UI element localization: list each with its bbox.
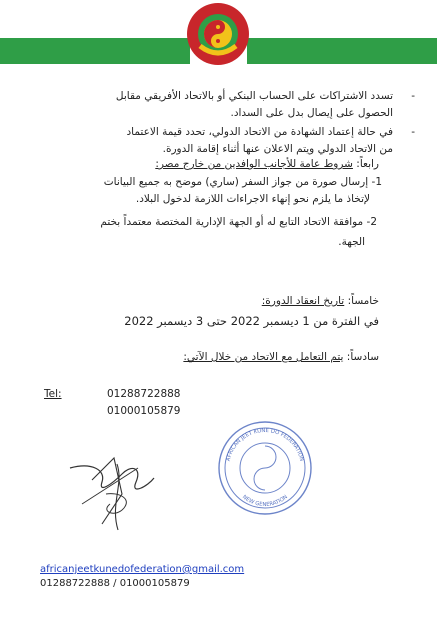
section6-title: يتم التعامل مع الاتحاد من خلال الآتي: [183,351,344,363]
federation-logo [186,2,250,66]
item-line: 2- موافقة الاتحاد التابع له أو الجهة الإدارية المختصة معتمداً بختم [100,216,377,228]
section5-title: تاريخ انعقاد الدورة: [261,295,345,307]
item-line: الجهة. [338,236,365,248]
bullet-line: في حالة إعتماد الشهادة من الاتحاد الدولي، تحدد قيمة الاعتماد [126,126,393,138]
phone-2[interactable]: 01000105879 [107,405,181,417]
bullet-line: الحصول على إيصال بدل على السداد. [230,107,393,119]
svg-text:NEW GENERATION [241,494,289,508]
section6-prefix: سادساً: [346,351,379,363]
header-band-left [0,38,190,64]
federation-stamp [215,418,315,518]
header-band-right [247,38,437,64]
phone-1[interactable]: 01288722888 [107,388,181,400]
signature [62,434,172,544]
bullet-certificate [15,124,415,158]
footer-phones: 01288722888 / 01000105879 [40,578,190,589]
section5-body: في الفترة من 1 ديسمبر 2022 حتى 3 ديسمبر 2022 [124,314,379,328]
section4-item-1 [22,174,382,208]
bullet-line: من الاتحاد الدولي ويتم الاعلان عنها أثناء إقامة الدورة. [162,143,393,155]
stamp-ring-text: AFRICAN JEET KUNE DO FEDERATION [225,427,305,462]
bullet-line: تسدد الاشتراكات على الحساب البنكي أو بالاتحاد الأفريقي مقابل [115,90,393,102]
svg-text:AFRICAN JEET KUNE DO FEDERATIO [226,428,305,462]
tel-label: Tel: [44,388,62,400]
stamp-bottom-text: NEW GENERATION [241,494,289,509]
section5-heading [19,293,379,310]
bullet-payment [15,88,415,122]
section4-item-2 [17,214,377,253]
section4-heading [19,156,379,173]
section5-prefix: خامساً: [347,295,379,307]
section4-prefix: رابعاً: [356,158,379,170]
section4-title: شروط عامة للأجانب الوافدين من خارج مصر: [155,158,353,170]
item-line: لإتخاذ ما يلزم نحو إنهاء الاجراءات اللازمة لدخول البلاد. [135,193,370,205]
bullet-dash: - [411,90,415,102]
item-line: 1- إرسال صورة من جواز السفر (ساري) موضح به جميع البيانات [103,176,382,188]
footer-email-link[interactable]: africanjeetkunedofederation@gmail.com [40,564,245,575]
bullet-dash: - [411,126,415,138]
section6-heading [19,349,379,366]
